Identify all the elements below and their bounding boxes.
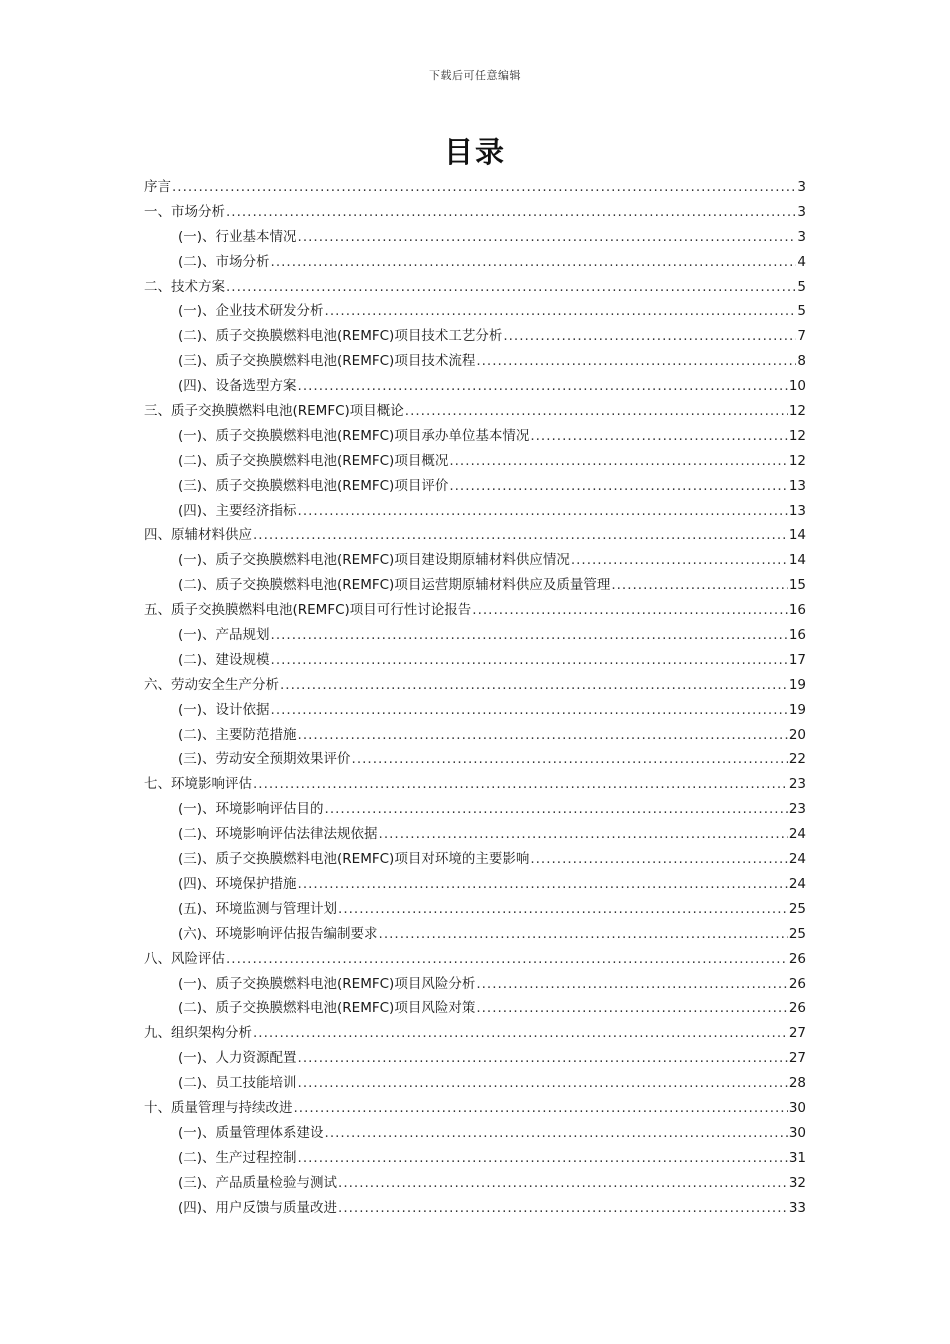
toc-entry[interactable]: [144, 424, 806, 449]
toc-entry-title: (三)、劳动安全预期效果评价: [178, 751, 351, 768]
toc-dot-leader: [271, 250, 797, 275]
toc-dot-leader: [476, 972, 787, 997]
toc-entry-title: (二)、质子交换膜燃料电池(REMFC)项目技术工艺分析: [178, 328, 503, 345]
toc-dot-leader: [226, 275, 796, 300]
toc-entry-page-number: 14: [788, 552, 806, 569]
toc-entry-page-number: 33: [788, 1199, 806, 1216]
toc-entry[interactable]: [144, 1071, 806, 1096]
toc-dot-leader: [352, 747, 788, 772]
toc-entry[interactable]: [144, 872, 806, 897]
toc-dot-leader: [253, 523, 788, 548]
toc-entry-title: 三、质子交换膜燃料电池(REMFC)项目概论: [144, 403, 404, 420]
toc-entry-page-number: 12: [788, 403, 806, 420]
toc-entry[interactable]: [144, 1196, 806, 1221]
toc-entry-page-number: 32: [788, 1174, 806, 1191]
toc-entry-title: (三)、质子交换膜燃料电池(REMFC)项目评价: [178, 477, 449, 494]
toc-entry-title: (五)、环境监测与管理计划: [178, 900, 338, 917]
toc-entry[interactable]: [144, 698, 806, 723]
toc-entry-page-number: 27: [788, 1050, 806, 1067]
header-note: 下载后可任意编辑: [429, 69, 521, 82]
toc-entry[interactable]: [144, 673, 806, 698]
toc-entry-page-number: 4: [797, 253, 806, 270]
toc-entry-title: (一)、质子交换膜燃料电池(REMFC)项目建设期原辅材料供应情况: [178, 552, 570, 569]
toc-entry-title: (二)、员工技能培训: [178, 1075, 297, 1092]
page-title: 目录: [443, 135, 506, 169]
toc-dot-leader: [253, 772, 788, 797]
toc-entry-title: (一)、行业基本情况: [178, 228, 297, 245]
toc-entry-page-number: 25: [788, 925, 806, 942]
toc-entry-page-number: 17: [788, 651, 806, 668]
toc-entry-page-number: 7: [797, 328, 806, 345]
toc-entry-page-number: 13: [788, 502, 806, 519]
toc-entry-title: (一)、产品规划: [178, 627, 270, 644]
toc-dot-leader: [338, 897, 788, 922]
toc-dot-leader: [226, 947, 788, 972]
toc-entry-page-number: 13: [788, 477, 806, 494]
toc-dot-leader: [325, 299, 797, 324]
toc-entry-title: (三)、质子交换膜燃料电池(REMFC)项目技术流程: [178, 353, 476, 370]
toc-entry-page-number: 8: [797, 353, 806, 370]
toc-dot-leader: [449, 449, 787, 474]
toc-entry-page-number: 16: [788, 627, 806, 644]
toc-entry[interactable]: [144, 374, 806, 399]
toc-dot-leader: [325, 797, 788, 822]
toc-entry[interactable]: [144, 200, 806, 225]
toc-entry[interactable]: [144, 499, 806, 524]
toc-dot-leader: [476, 349, 796, 374]
toc-entry-page-number: 3: [797, 228, 806, 245]
toc-entry[interactable]: [144, 623, 806, 648]
toc-dot-leader: [472, 598, 788, 623]
toc-entry-title: 一、市场分析: [144, 203, 225, 220]
toc-dot-leader: [271, 698, 788, 723]
toc-entry-page-number: 28: [788, 1075, 806, 1092]
toc-entry[interactable]: [144, 1121, 806, 1146]
toc-dot-leader: [172, 175, 796, 200]
toc-entry-title: 二、技术方案: [144, 278, 225, 295]
toc-entry[interactable]: [144, 275, 806, 300]
toc-entry-page-number: 16: [788, 602, 806, 619]
toc-entry-page-number: 12: [788, 452, 806, 469]
toc-entry-title: (三)、质子交换膜燃料电池(REMFC)项目对环境的主要影响: [178, 851, 530, 868]
toc-entry[interactable]: [144, 523, 806, 548]
toc-entry-page-number: 26: [788, 950, 806, 967]
toc-entry-title: 七、环境影响评估: [144, 776, 252, 793]
toc-entry-page-number: 14: [788, 527, 806, 544]
toc-entry-title: 序言: [144, 179, 171, 195]
toc-dot-leader: [280, 673, 788, 698]
toc-entry-title: (一)、质量管理体系建设: [178, 1124, 324, 1141]
toc-dot-leader: [379, 822, 788, 847]
toc-entry-page-number: 10: [788, 378, 806, 395]
toc-entry-page-number: 26: [788, 1000, 806, 1017]
toc-dot-leader: [253, 1021, 788, 1046]
toc-entry-page-number: 12: [788, 427, 806, 444]
toc-entry[interactable]: [144, 1046, 806, 1071]
toc-entry-title: (二)、质子交换膜燃料电池(REMFC)项目运营期原辅材料供应及质量管理: [178, 577, 611, 594]
table-of-contents: [144, 175, 806, 1220]
toc-entry[interactable]: [144, 996, 806, 1021]
toc-entry-title: (二)、质子交换膜燃料电池(REMFC)项目概况: [178, 452, 449, 469]
toc-entry[interactable]: [144, 1146, 806, 1171]
toc-entry-title: (三)、产品质量检验与测试: [178, 1174, 338, 1191]
toc-entry[interactable]: [144, 648, 806, 673]
toc-dot-leader: [298, 374, 788, 399]
toc-entry-page-number: 26: [788, 975, 806, 992]
toc-entry[interactable]: [144, 299, 806, 324]
toc-entry-title: (四)、环境保护措施: [178, 875, 297, 892]
toc-dot-leader: [298, 1046, 788, 1071]
toc-entry[interactable]: [144, 175, 806, 200]
toc-dot-leader: [338, 1196, 788, 1221]
toc-dot-leader: [338, 1171, 788, 1196]
toc-entry-page-number: 30: [788, 1099, 806, 1116]
toc-dot-leader: [298, 225, 797, 250]
toc-entry-page-number: 5: [797, 303, 806, 320]
toc-entry-page-number: 24: [788, 851, 806, 868]
toc-entry[interactable]: [144, 250, 806, 275]
toc-entry[interactable]: [144, 797, 806, 822]
toc-dot-leader: [298, 723, 788, 748]
toc-entry[interactable]: [144, 1171, 806, 1196]
toc-dot-leader: [298, 499, 788, 524]
toc-dot-leader: [530, 424, 787, 449]
toc-entry[interactable]: [144, 772, 806, 797]
toc-entry-title: (一)、质子交换膜燃料电池(REMFC)项目承办单位基本情况: [178, 427, 530, 444]
toc-entry-page-number: 15: [788, 577, 806, 594]
toc-dot-leader: [503, 324, 796, 349]
toc-dot-leader: [298, 872, 788, 897]
toc-entry[interactable]: [144, 1096, 806, 1121]
toc-entry[interactable]: [144, 324, 806, 349]
toc-entry[interactable]: [144, 897, 806, 922]
toc-entry-title: (二)、生产过程控制: [178, 1149, 297, 1166]
toc-entry-title: (四)、设备选型方案: [178, 378, 297, 395]
toc-entry[interactable]: [144, 723, 806, 748]
toc-entry-title: (一)、环境影响评估目的: [178, 801, 324, 818]
toc-entry[interactable]: [144, 399, 806, 424]
toc-dot-leader: [476, 996, 787, 1021]
toc-dot-leader: [379, 922, 788, 947]
toc-dot-leader: [298, 1146, 788, 1171]
toc-entry-title: (二)、环境影响评估法律法规依据: [178, 826, 378, 843]
toc-entry[interactable]: [144, 573, 806, 598]
toc-dot-leader: [271, 623, 788, 648]
toc-entry[interactable]: [144, 822, 806, 847]
toc-entry-title: 十、质量管理与持续改进: [144, 1099, 293, 1116]
toc-entry-page-number: 23: [788, 801, 806, 818]
toc-dot-leader: [325, 1121, 788, 1146]
toc-entry-title: (四)、用户反馈与质量改进: [178, 1199, 338, 1216]
toc-entry-title: (二)、建设规模: [178, 651, 270, 668]
toc-entry[interactable]: [144, 972, 806, 997]
toc-entry-title: 八、风险评估: [144, 950, 225, 967]
toc-entry-title: 四、原辅材料供应: [144, 527, 252, 544]
toc-entry-title: (二)、市场分析: [178, 253, 270, 270]
toc-dot-leader: [294, 1096, 788, 1121]
toc-entry-page-number: 24: [788, 875, 806, 892]
toc-entry-title: 九、组织架构分析: [144, 1025, 252, 1042]
toc-entry-page-number: 5: [797, 278, 806, 295]
toc-entry[interactable]: [144, 225, 806, 250]
toc-entry[interactable]: [144, 548, 806, 573]
toc-entry[interactable]: [144, 449, 806, 474]
toc-entry-title: 六、劳动安全生产分析: [144, 676, 279, 693]
toc-dot-leader: [271, 648, 788, 673]
toc-dot-leader: [530, 847, 787, 872]
toc-entry-page-number: 24: [788, 826, 806, 843]
toc-dot-leader: [226, 200, 796, 225]
toc-entry[interactable]: [144, 922, 806, 947]
toc-entry[interactable]: [144, 847, 806, 872]
toc-entry-title: (一)、企业技术研发分析: [178, 303, 324, 320]
toc-entry-title: (一)、设计依据: [178, 701, 270, 718]
toc-dot-leader: [571, 548, 788, 573]
toc-entry[interactable]: [144, 947, 806, 972]
toc-entry[interactable]: [144, 747, 806, 772]
toc-entry-title: (一)、质子交换膜燃料电池(REMFC)项目风险分析: [178, 975, 476, 992]
toc-entry-page-number: 22: [788, 751, 806, 768]
toc-entry-title: (四)、主要经济指标: [178, 502, 297, 519]
toc-entry-page-number: 20: [788, 726, 806, 743]
toc-entry[interactable]: [144, 598, 806, 623]
toc-entry-page-number: 3: [797, 203, 806, 220]
toc-entry-title: (一)、人力资源配置: [178, 1050, 297, 1067]
toc-entry-title: (二)、质子交换膜燃料电池(REMFC)项目风险对策: [178, 1000, 476, 1017]
toc-entry-title: (六)、环境影响评估报告编制要求: [178, 925, 378, 942]
toc-entry[interactable]: [144, 1021, 806, 1046]
toc-entry-title: 五、质子交换膜燃料电池(REMFC)项目可行性讨论报告: [144, 602, 472, 619]
toc-entry-page-number: 19: [788, 676, 806, 693]
toc-entry[interactable]: [144, 474, 806, 499]
toc-entry-title: (二)、主要防范措施: [178, 726, 297, 743]
toc-dot-leader: [449, 474, 787, 499]
toc-entry-page-number: 27: [788, 1025, 806, 1042]
toc-dot-leader: [405, 399, 788, 424]
toc-entry-page-number: 19: [788, 701, 806, 718]
toc-entry-page-number: 30: [788, 1124, 806, 1141]
toc-entry[interactable]: [144, 349, 806, 374]
toc-dot-leader: [298, 1071, 788, 1096]
toc-dot-leader: [611, 573, 787, 598]
toc-entry-page-number: 25: [788, 900, 806, 917]
toc-entry-page-number: 23: [788, 776, 806, 793]
toc-entry-page-number: 3: [797, 179, 806, 195]
toc-entry-page-number: 31: [788, 1149, 806, 1166]
